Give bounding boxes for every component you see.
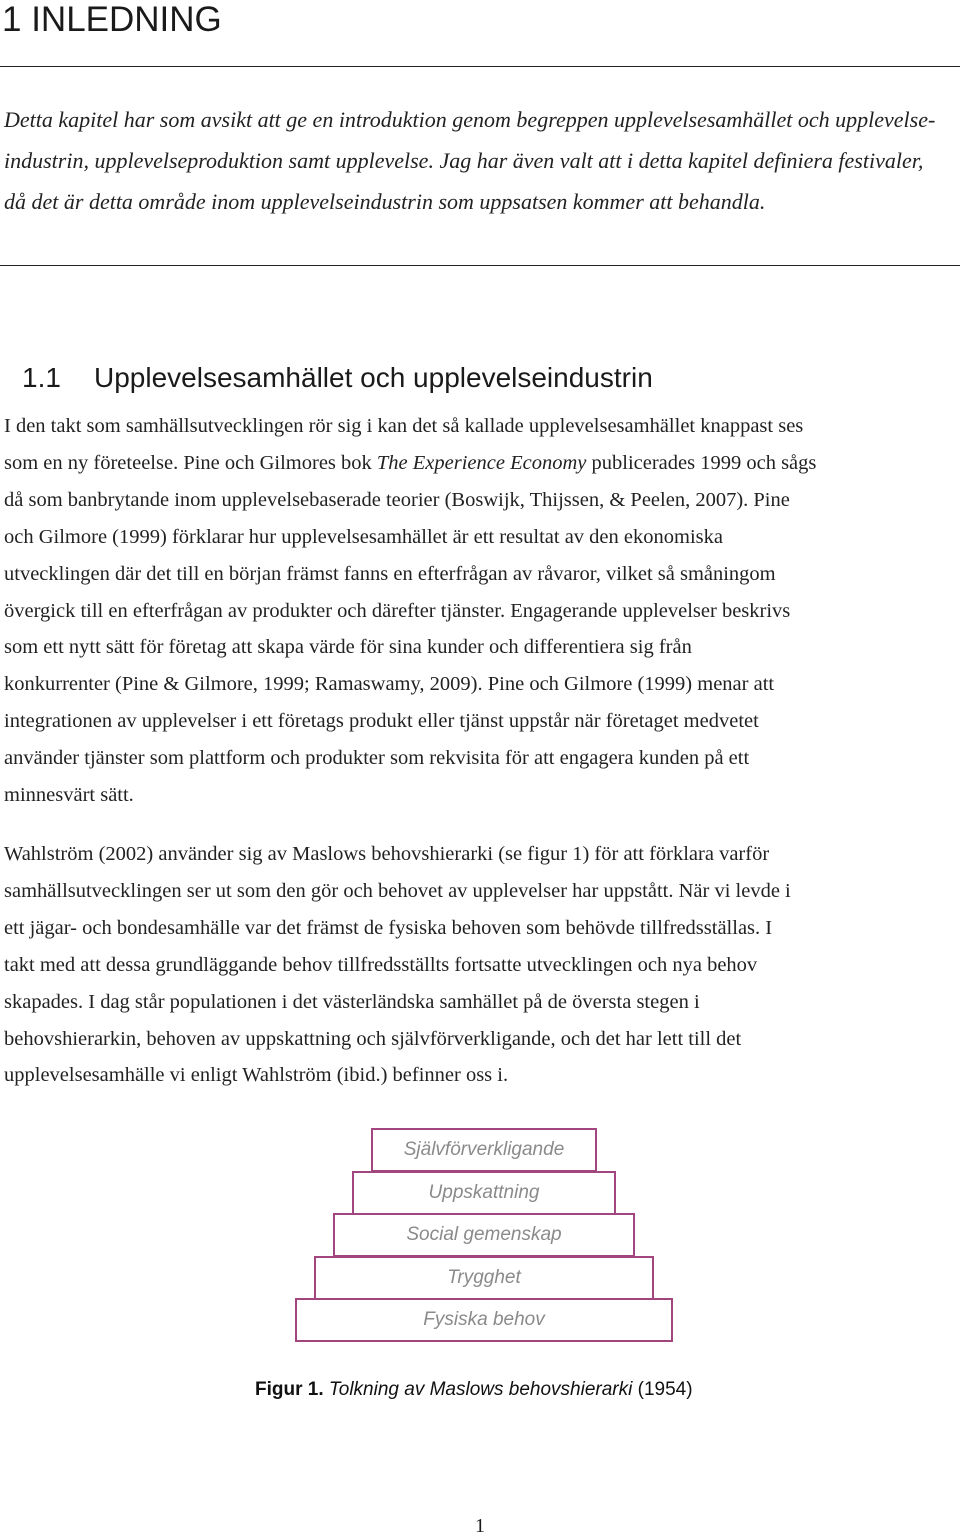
intro-line: industrin, upplevelseproduktion samt upplevelse. Jag har även valt att i detta kapitel definiera festivaler, xyxy=(4,148,924,173)
pyramid-level: Fysiska behov xyxy=(295,1298,673,1342)
paragraph-line: utvecklingen där det till en början främst fanns en efterfrågan av råvaror, vilket så småningom xyxy=(4,562,776,585)
paragraph-line xyxy=(4,445,954,482)
paragraph-1 xyxy=(4,408,954,814)
top-rule xyxy=(0,66,960,67)
section-title: Upplevelsesamhället och upplevelseindustrin xyxy=(94,362,653,393)
paragraph-line: I den takt som samhällsutvecklingen rör sig i kan det så kallade upplevelsesamhället knappast ses xyxy=(4,415,804,437)
paragraph-line: använder tjänster som plattform och produkter som rekvisita för att engagera kunden på ett xyxy=(4,747,750,770)
chapter-heading: 1 INLEDNING xyxy=(2,0,222,39)
paragraph-line: minnesvärt sätt. xyxy=(4,784,134,807)
paragraph-line: skapades. I dag står populationen i det västerländska samhället på de översta stegen i xyxy=(4,990,700,1013)
book-title: The Experience Economy xyxy=(376,451,587,474)
paragraph-line: takt med att dessa grundläggande behov tillfredsställts fortsatte utvecklingen och nya behov xyxy=(4,953,758,976)
pyramid-level: Självförverkligande xyxy=(371,1128,597,1172)
chapter-intro xyxy=(4,99,954,222)
figure-caption xyxy=(255,1376,693,1404)
figure-label: Figur 1. xyxy=(255,1379,324,1400)
paragraph-line: samhällsutvecklingen ser ut som den gör och behovet av upplevelser har uppstått. När vi levde i xyxy=(4,879,791,902)
figure-year: (1954) xyxy=(637,1379,693,1400)
paragraph-line: och Gilmore (1999) förklarar hur upplevelsesamhället är ett resultat av den ekonomiska xyxy=(4,525,723,548)
paragraph-line: upplevelsesamhälle vi enligt Wahlström (ibid.) befinner oss i. xyxy=(4,1064,509,1087)
bottom-rule xyxy=(0,265,960,266)
pyramid-level: Uppskattning xyxy=(352,1171,616,1215)
section-heading xyxy=(22,358,653,398)
intro-line: Detta kapitel har som avsikt att ge en introduktion genom begreppen upplevelsesamhället och upplevelse- xyxy=(4,107,936,132)
paragraph-line: övergick till en efterfrågan av produkter och därefter tjänster. Engagerande upplevelser beskrivs xyxy=(4,599,791,622)
pyramid-level: Trygghet xyxy=(314,1256,654,1300)
pyramid-level: Social gemenskap xyxy=(333,1213,635,1257)
paragraph-line: konkurrenter (Pine & Gilmore, 1999; Ramaswamy, 2009). Pine och Gilmore (1999) menar att xyxy=(4,673,775,696)
text-run: som en ny företeelse. Pine och Gilmores bok xyxy=(4,451,377,474)
paragraph-line: då som banbrytande inom upplevelsebaserade teorier (Boswijk, Thijssen, & Peelen, 2007). Pine xyxy=(4,488,790,511)
paragraph-line: behovshierarkin, behoven av uppskattning och självförverkligande, och det har lett till det xyxy=(4,1027,742,1050)
paragraph-line: som ett nytt sätt för företag att skapa värde för sina kunder och differentiera sig från xyxy=(4,636,692,659)
section-number: 1.1 xyxy=(22,362,61,393)
text-run: publicerades 1999 och sågs xyxy=(586,451,817,474)
figure-title: Tolkning av Maslows behovshierarki xyxy=(328,1379,633,1400)
paragraph-line: integrationen av upplevelser i ett företags produkt eller tjänst uppstår när företaget medvetet xyxy=(4,710,759,733)
intro-line: då det är detta område inom upplevelseindustrin som uppsatsen kommer att behandla. xyxy=(4,189,766,214)
paragraph-line: Wahlström (2002) använder sig av Maslows behovshierarki (se figur 1) för att förklara varför xyxy=(4,843,770,865)
page-number: 1 xyxy=(475,1515,485,1537)
paragraph-line: ett jägar- och bondesamhälle var det främst de fysiska behoven som behövde tillfredsställas. I xyxy=(4,916,773,939)
paragraph-2 xyxy=(4,836,954,1094)
